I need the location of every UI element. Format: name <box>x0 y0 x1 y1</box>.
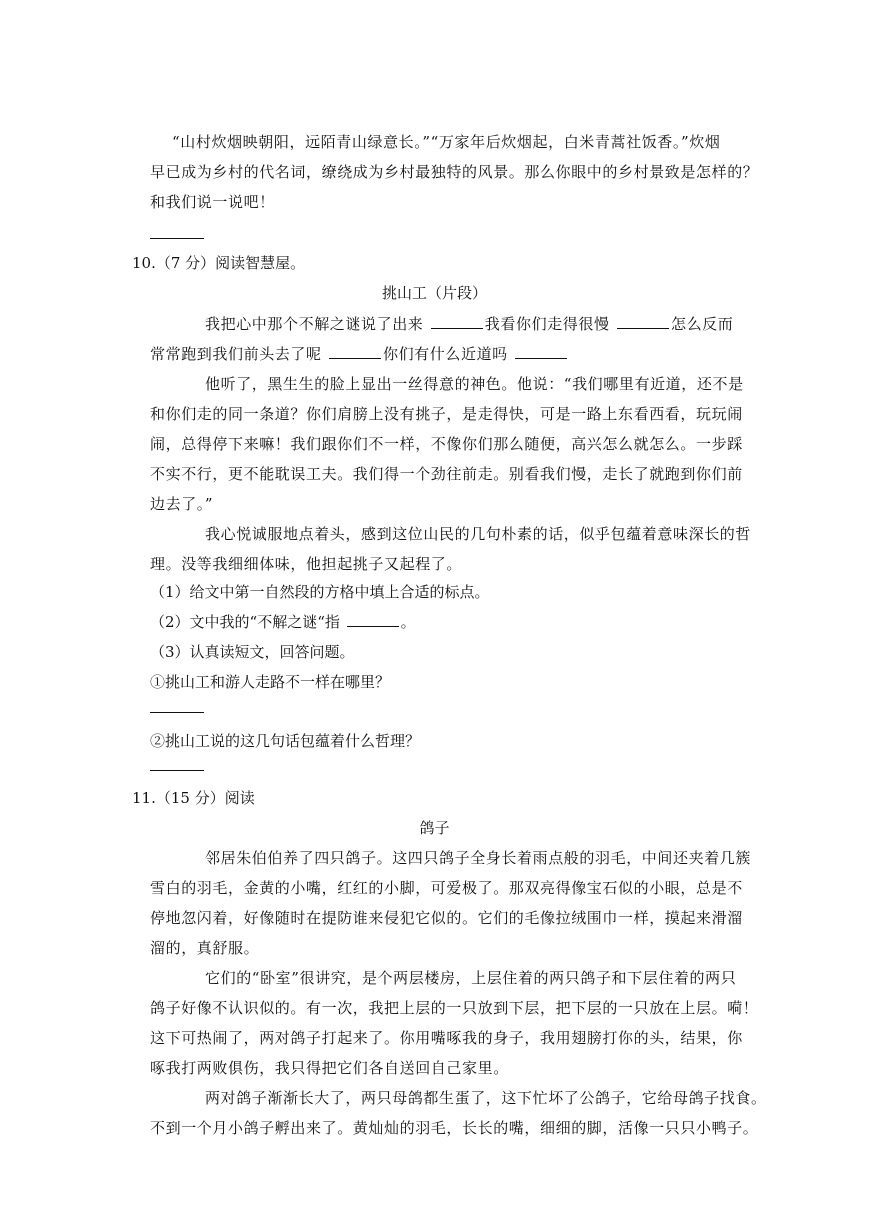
q10-p3-line-2: 理。没等我细细体味，他担起挑子又起程了。 <box>150 555 463 573</box>
q10-sub-1: （1）给文中第一自然段的方格中填上合适的标点。 <box>150 583 490 601</box>
q11-heading: 11.（15 分）阅读 <box>132 789 255 807</box>
q10-p2-line-2: 和你们走的同一条道？你们肩膀上没有挑子，是走得快，可是一路上东看西看，玩玩闹 <box>150 405 743 423</box>
q10-p2-line-1: 他听了，黑生生的脸上显出一丝得意的神色。他说：“我们哪里有近道，还不是 <box>205 375 744 393</box>
q10-p1-text-c: 怎么反而 <box>670 315 734 333</box>
q11-p2-line-2: 鸽子好像不认识似的。有一次，我把上层的一只放到下层，把下层的一只放在上层。嗬！ <box>150 999 759 1017</box>
q10-title: 挑山工（片段） <box>381 284 487 302</box>
q11-p1-line-2: 雪白的羽毛，金黄的小嘴，红红的小脚，可爱极了。那双亮得像宝石似的小眼，总是不 <box>150 879 743 897</box>
intro-line-1: “山村炊烟映朝阳，远陌青山绿意长。”“万家年后炊烟起，白米青蒿社饭香。”炊烟 <box>172 133 721 151</box>
q11-p2-line-4: 啄我打两败俱伤，我只得把它们各自送回自己家里。 <box>150 1059 509 1077</box>
q10-p2-line-3: 闹，总得停下来嘛！我们跟你们不一样，不像你们那么随便，高兴怎么就怎么。一步踩 <box>150 435 743 453</box>
q10-p1-line-2 <box>150 344 569 364</box>
q10-p1-text-a: 我把心中那个不解之谜说了出来 <box>205 315 424 333</box>
q10-blank-3[interactable] <box>329 344 381 359</box>
intro-line-3: 和我们说一说吧！ <box>150 193 275 211</box>
q11-p3-line-2: 不到一个月小鸽子孵出来了。黄灿灿的羽毛，长长的嘴，细细的脚，活像一只只小鸭子。 <box>150 1119 759 1137</box>
q10-blank-1[interactable] <box>431 314 483 329</box>
q11-p2-line-1: 它们的“卧室”很讲究，是个两层楼房，上层住着的两只鸽子和下层住着的两只 <box>205 969 737 987</box>
q10-p2-line-5: 边去了。” <box>150 495 214 513</box>
q10-sub-2-text: （2）文中我的“不解之谜“指 <box>150 613 340 631</box>
q10-sub-3-q2: ②挑山工说的这几句话包蕴着什么哲理？ <box>150 732 421 750</box>
q10-blank-4[interactable] <box>515 344 567 359</box>
q11-p3-line-1: 两对鸽子渐渐长大了，两只母鸽都生蛋了，这下忙坏了公鸽子，它给母鸽子找食。 <box>205 1089 767 1107</box>
q11-p1-line-1: 邻居朱伯伯养了四只鸽子。这四只鸽子全身长着雨点般的羽毛，中间还夹着几簇 <box>205 849 752 867</box>
q10-sub-2-end: 。 <box>400 613 416 631</box>
q10-sub-2 <box>150 612 416 632</box>
q10-sub-3-q1: ①挑山工和游人走路不一样在哪里？ <box>150 673 391 691</box>
q10-sub-3: （3）认真读短文，回答问题。 <box>150 643 355 661</box>
q10-p2-line-4: 不实不行，更不能耽误工夫。我们得一个劲往前走。别看我们慢，走长了就跑到你们前 <box>150 465 743 483</box>
q10-p3-line-1: 我心悦诚服地点着头，感到这位山民的几句朴素的话，似乎包蕴着意味深长的哲 <box>205 525 752 543</box>
q10-p1-text-d: 常常跑到我们前头去了呢 <box>150 345 322 363</box>
q11-p1-line-4: 溜的，真舒服。 <box>150 939 260 957</box>
intro-answer-line <box>150 238 204 239</box>
intro-line-2: 早已成为乡村的代名词，缭绕成为乡村最独特的风景。那么你眼中的乡村景致是怎样的？ <box>150 163 759 181</box>
q10-sub-2-blank[interactable] <box>347 612 399 627</box>
q11-p2-line-3: 这下可热闹了，两对鸽子打起来了。你用嘴啄我的身子，我用翅膀打你的头，结果，你 <box>150 1029 743 1047</box>
q10-p1-text-b: 我看你们走得很慢 <box>484 315 610 333</box>
q10-p1-line-1 <box>205 314 733 334</box>
q10-blank-2[interactable] <box>617 314 669 329</box>
q10-heading: 10.（7 分）阅读智慧屋。 <box>132 254 306 272</box>
q11-p1-line-3: 停地忽闪着，好像随时在提防谁来侵犯它似的。它们的毛像拉绒围巾一样，摸起来滑溜 <box>150 909 743 927</box>
q10-answer-line-2 <box>150 770 204 771</box>
q10-p1-text-e: 你们有什么近道吗 <box>382 345 508 363</box>
q10-answer-line-1 <box>150 712 204 713</box>
q11-title: 鸽子 <box>419 819 450 837</box>
